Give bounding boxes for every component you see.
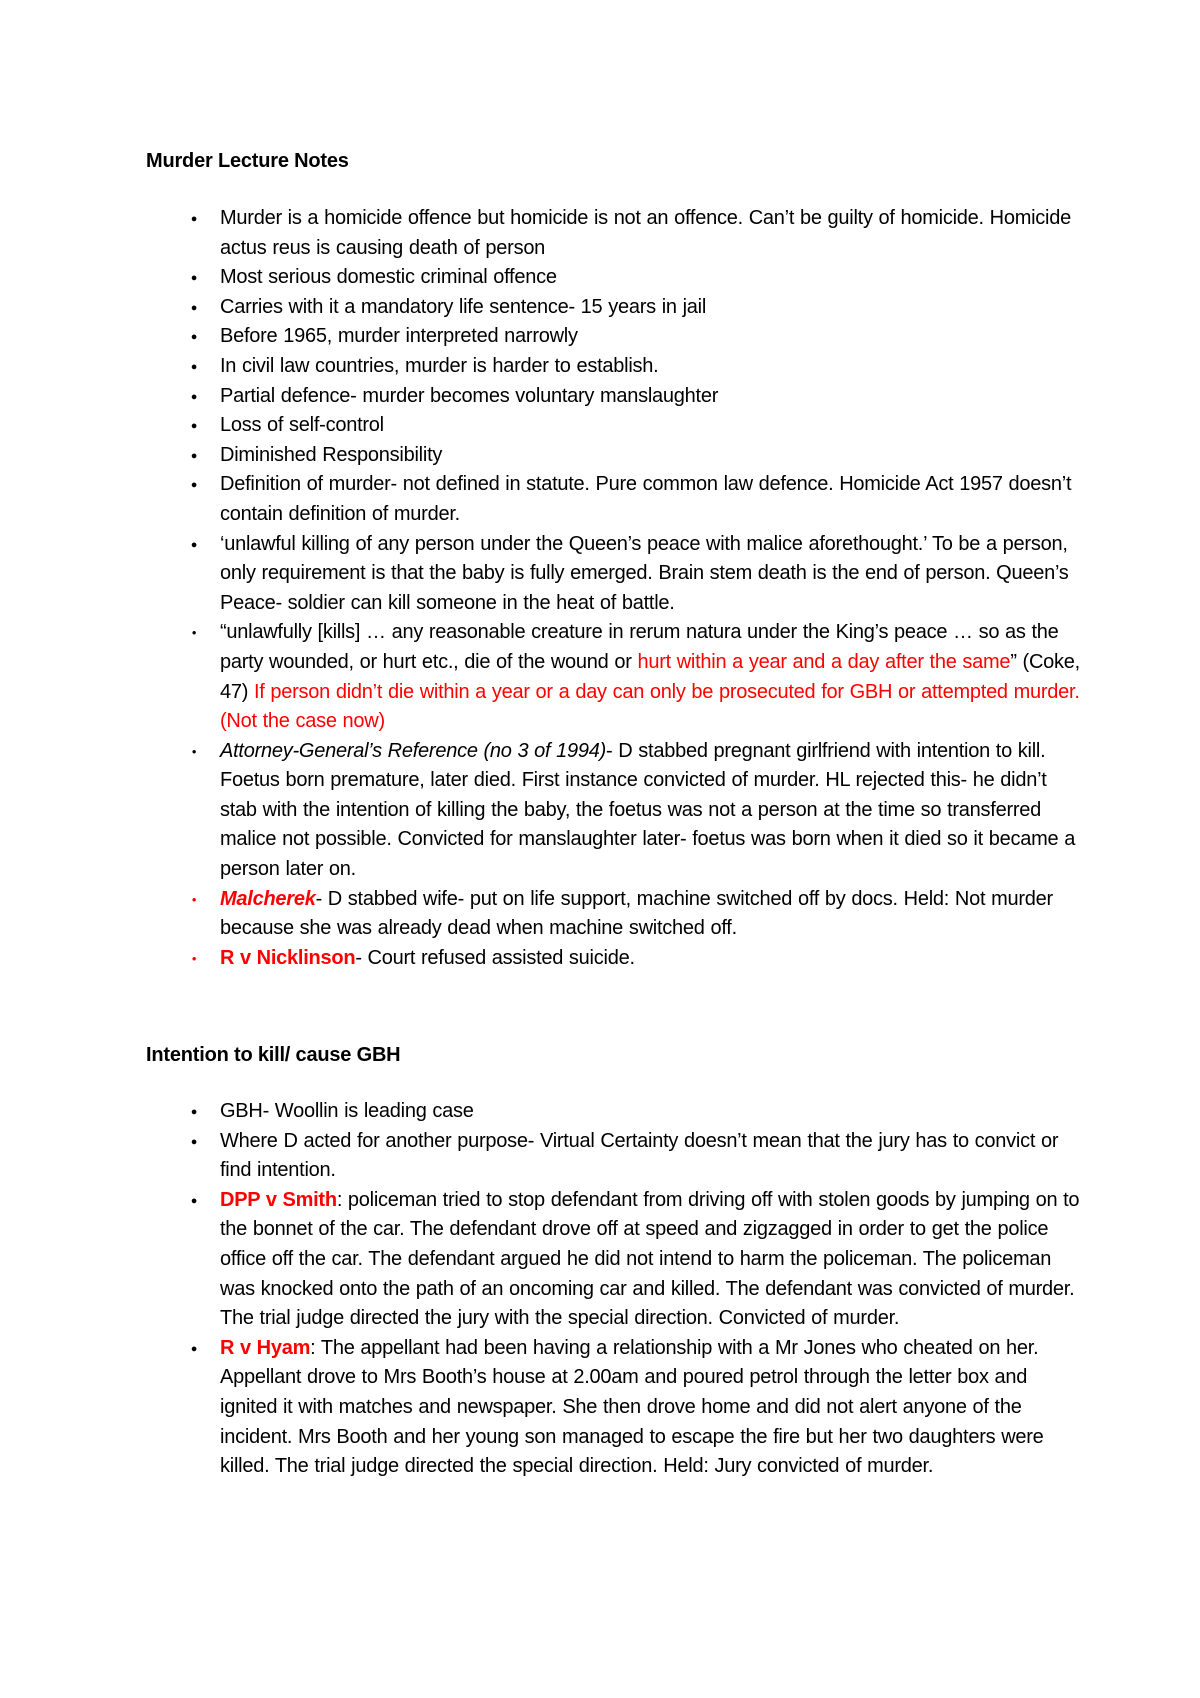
bullet-icon	[184, 293, 204, 326]
bullet-icon	[184, 411, 204, 444]
text-segment: - Court refused assisted suicide.	[355, 946, 635, 969]
list-item	[146, 944, 1086, 974]
section-heading-intention: Intention to kill/ cause GBH	[146, 1044, 401, 1066]
text-segment: “unlawfully [kills] … any reasonable creature in rerum natura under the King’s peace … so as the party wounded, or hurt etc., die of the wound or	[220, 621, 1059, 673]
text-segment: Loss of self-control	[220, 414, 384, 437]
text-segment: DPP v Smith	[220, 1188, 337, 1211]
list-item	[146, 530, 1086, 619]
bullet-icon	[184, 530, 204, 563]
bullet-icon	[184, 470, 204, 503]
intention-notes-list	[146, 1097, 1086, 1482]
list-item	[146, 441, 1086, 471]
bullet-icon	[184, 1127, 204, 1160]
list-item	[146, 322, 1086, 352]
list-item	[146, 618, 1086, 736]
text-segment: : The appellant had been having a relationship with a Mr Jones who cheated on her. Appellant drove to Mrs Booth’s house at 2.00am and poured petrol through the letter box and ignited it with matches and newspaper. She then drove home and did not alert anyone of the incident. Mrs Booth and her young son managed to escape the fire but her two daughters were killed. The trial judge directed the special direction. Held: Jury convicted of murder.	[220, 1336, 1044, 1478]
list-item	[146, 293, 1086, 323]
bullet-icon	[184, 1186, 204, 1219]
text-segment: R v Nicklinson	[220, 946, 356, 969]
text-segment: ‘unlawful killing of any person under the Queen’s peace with malice aforethought.’ To be a person, only requirement is that the baby is fully emerged. Brain stem death is the end of person. Queen’s Peace- soldier can kill someone in the heat of battle.	[220, 532, 1069, 614]
text-segment: Murder is a homicide offence but homicide is not an offence. Can’t be guilty of homicide. Homicide actus reus is causing death of person	[220, 207, 1071, 259]
text-segment: Where D acted for another purpose- Virtual Certainty doesn’t mean that the jury has to convict or find intention.	[220, 1129, 1059, 1182]
bullet-icon	[184, 322, 204, 355]
text-segment: R v Hyam	[220, 1336, 311, 1359]
bullet-icon	[184, 737, 204, 768]
list-item	[146, 204, 1086, 263]
section-heading-murder-lecture-notes: Murder Lecture Notes	[146, 150, 349, 172]
bullet-icon	[184, 1334, 204, 1367]
list-item	[146, 1186, 1086, 1334]
bullet-icon	[184, 1097, 204, 1130]
bullet-icon	[184, 944, 204, 975]
list-item	[146, 1097, 1086, 1127]
list-item	[146, 382, 1086, 412]
list-item	[146, 263, 1086, 293]
text-segment: Partial defence- murder becomes voluntary manslaughter	[220, 384, 719, 407]
list-item	[146, 737, 1086, 885]
text-segment: Most serious domestic criminal offence	[220, 266, 557, 289]
text-segment: In civil law countries, murder is harder to establish.	[220, 354, 659, 377]
list-item	[146, 885, 1086, 944]
bullet-icon	[184, 382, 204, 415]
list-item	[146, 411, 1086, 441]
text-segment: Carries with it a mandatory life sentence- 15 years in jail	[220, 295, 707, 318]
bullet-icon	[184, 263, 204, 296]
text-segment: - D stabbed wife- put on life support, machine switched off by docs. Held: Not murder because she was already dead when machine switched off.	[220, 887, 1053, 940]
list-item	[146, 1127, 1086, 1186]
text-segment: Before 1965, murder interpreted narrowly	[220, 325, 578, 348]
text-segment: : policeman tried to stop defendant from driving off with stolen goods by jumping on to the bonnet of the car. The defendant drove off at speed and zigzagged in order to get the police office off the car. The defendant argued he did not intend to harm the policeman. The policeman was knocked onto the path of an oncoming car and killed. The defendant was convicted of murder. The trial judge directed the jury with the special direction. Convicted of murder.	[220, 1188, 1080, 1330]
text-segment: Malcherek	[220, 887, 316, 910]
text-segment: If person didn’t die within a year or a day can only be prosecuted for GBH or attempted murder. (Not the case now)	[220, 680, 1080, 733]
text-segment: Attorney-General’s Reference (no 3 of 1994)	[220, 739, 607, 762]
bullet-icon	[184, 204, 204, 237]
text-segment: Diminished Responsibility	[220, 443, 443, 466]
text-segment: ” (Coke, 47)	[220, 650, 1080, 703]
bullet-icon	[184, 441, 204, 474]
text-segment: - D stabbed pregnant girlfriend with intention to kill. Foetus born premature, later died. First instance convicted of murder. HL rejected this- he didn’t stab with the intention of killing the baby, the foetus was not a person at the time so transferred malice not possible. Convicted for manslaughter later- foetus was born when it died so it became a person later on.	[220, 739, 1076, 881]
list-item	[146, 352, 1086, 382]
bullet-icon	[184, 618, 204, 649]
list-item	[146, 470, 1086, 529]
bullet-icon	[184, 885, 204, 916]
text-segment: Definition of murder- not defined in statute. Pure common law defence. Homicide Act 1957 doesn’t contain definition of murder.	[220, 473, 1072, 525]
bullet-icon	[184, 352, 204, 385]
text-segment: hurt within a year and a day after the same	[637, 650, 1011, 673]
murder-notes-list	[146, 204, 1086, 973]
text-segment: GBH- Woollin is leading case	[220, 1100, 474, 1122]
list-item	[146, 1334, 1086, 1482]
